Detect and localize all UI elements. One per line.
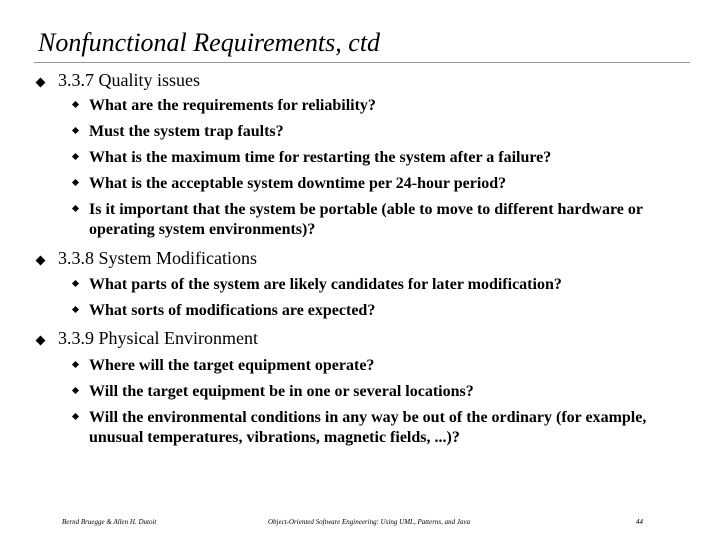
footer-page-number: 44: [636, 518, 643, 526]
diamond-bullet-icon: [36, 256, 46, 266]
diamond-bullet-icon: [72, 280, 79, 287]
section-heading: 3.3.8 System Modifications: [58, 248, 257, 268]
diamond-bullet-icon: [72, 179, 79, 186]
footer-authors: Bernd Bruegge & Allen H. Dutoit: [62, 518, 157, 526]
list-item: Where will the target equipment operate?: [89, 357, 375, 374]
list-item: What sorts of modifications are expected?: [89, 302, 376, 319]
title-divider: [34, 62, 690, 63]
list-item: What is the acceptable system downtime per 24-hour period?: [89, 175, 507, 192]
list-item: Must the system trap faults?: [89, 123, 284, 140]
diamond-bullet-icon: [72, 153, 79, 160]
list-item: What is the maximum time for restarting the system after a failure?: [89, 149, 552, 166]
list-item: Is it important that the system be portable (able to move to different hardware or operating system environments)?: [89, 201, 643, 238]
diamond-bullet-icon: [36, 78, 46, 88]
section-heading: 3.3.7 Quality issues: [58, 70, 200, 90]
list-item: What are the requirements for reliability?: [89, 97, 376, 114]
diamond-bullet-icon: [72, 205, 79, 212]
diamond-bullet-icon: [72, 127, 79, 134]
slide-title: Nonfunctional Requirements, ctd: [38, 28, 381, 57]
diamond-bullet-icon: [72, 387, 79, 394]
list-item: Will the target equipment be in one or several locations?: [89, 383, 474, 400]
diamond-bullet-icon: [72, 306, 79, 313]
diamond-bullet-icon: [72, 361, 79, 368]
diamond-bullet-icon: [36, 336, 46, 346]
diamond-bullet-icon: [72, 101, 79, 108]
list-item: Will the environmental conditions in any way be out of the ordinary (for example, unusual temperatures, vibrations, magnetic fields, ...)?: [89, 409, 647, 446]
list-item: What parts of the system are likely candidates for later modification?: [89, 276, 562, 293]
footer-book-title: Object-Oriented Software Engineering: Using UML, Patterns, and Java: [268, 518, 471, 526]
section-heading: 3.3.9 Physical Environment: [58, 328, 258, 348]
diamond-bullet-icon: [72, 413, 79, 420]
